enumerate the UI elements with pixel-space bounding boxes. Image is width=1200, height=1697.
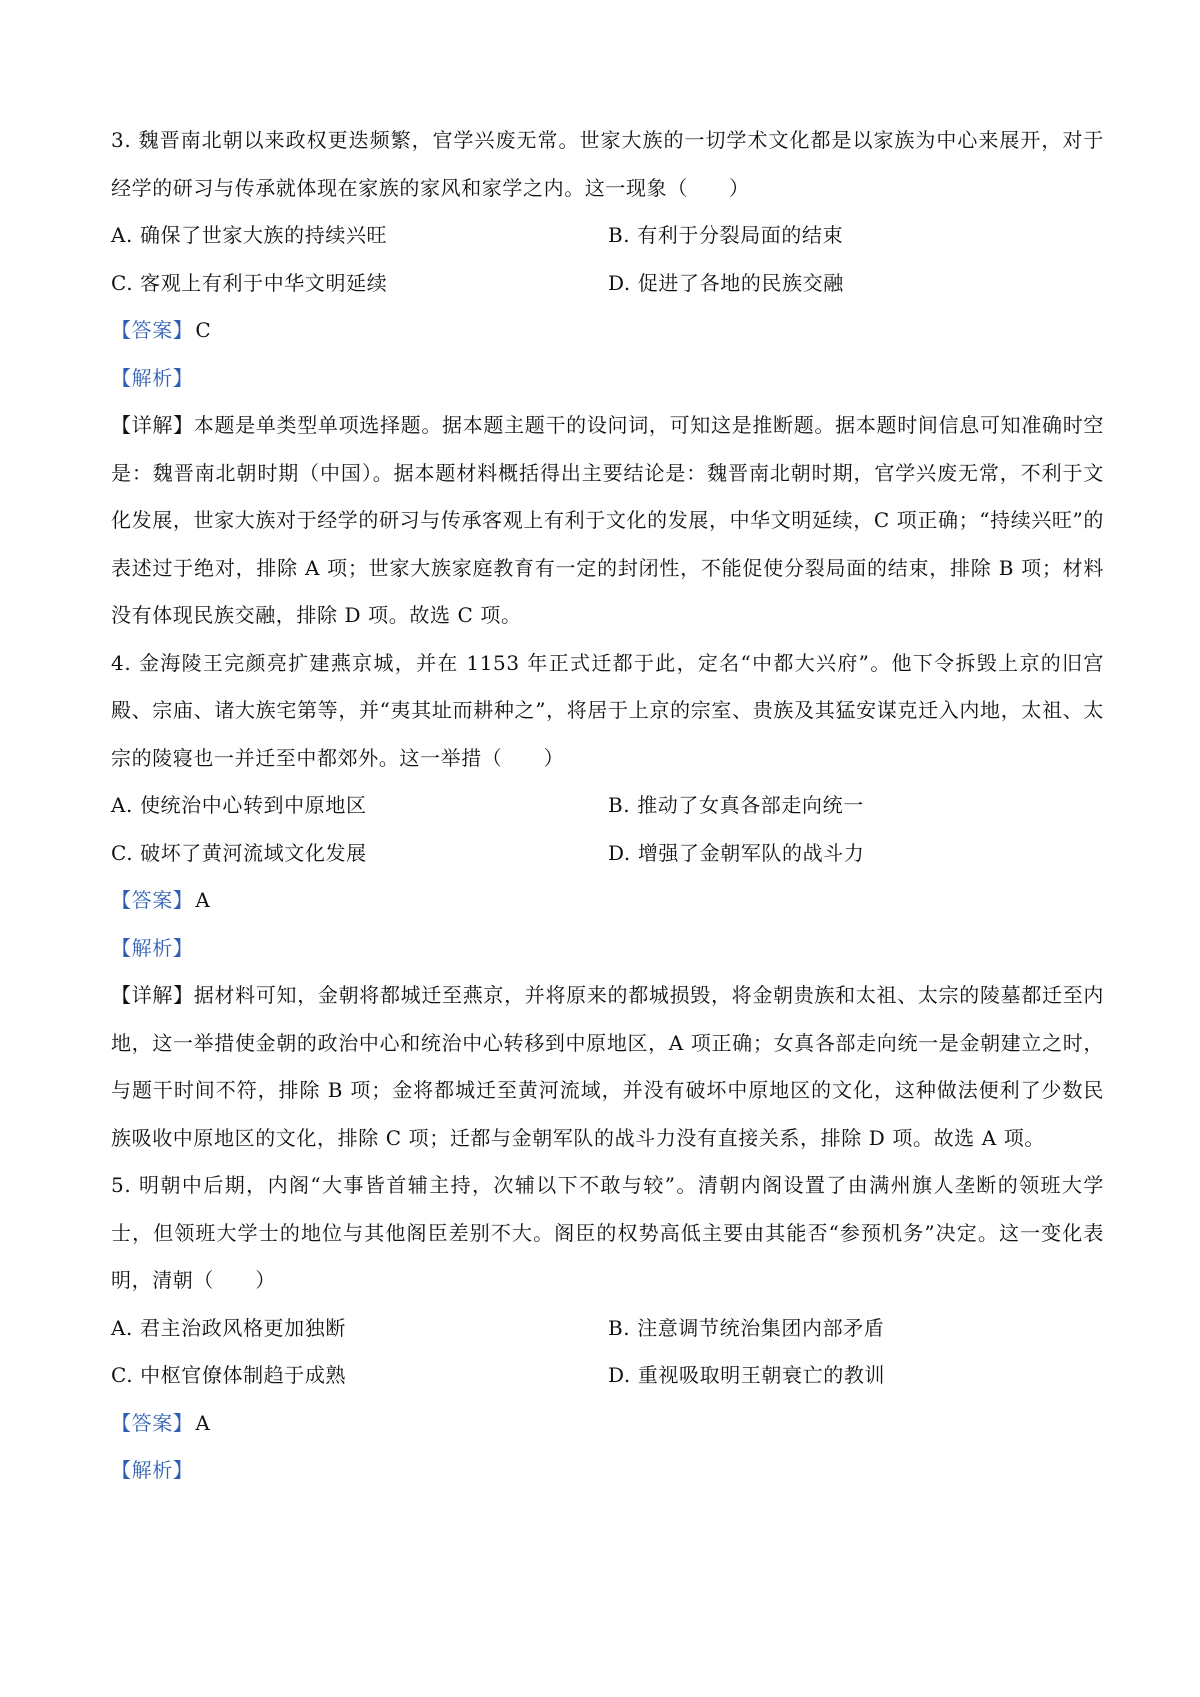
- analysis-line: [111, 925, 1104, 973]
- answer-value: A: [195, 1410, 211, 1435]
- detail-paragraph: [111, 402, 1104, 640]
- options-row: [111, 260, 1104, 308]
- answer-label: 【答案】: [111, 888, 194, 912]
- analysis-label: 【解析】: [111, 1458, 194, 1482]
- options-row: [111, 212, 1104, 260]
- option-d: D. 重视吸取明王朝衰亡的教训: [608, 1363, 886, 1387]
- answer-label: 【答案】: [111, 1410, 194, 1435]
- answer-line: [111, 1400, 1104, 1448]
- options-row: [111, 782, 1104, 830]
- detail-paragraph: [111, 972, 1104, 1162]
- option-b: B. 有利于分裂局面的结束: [608, 223, 844, 247]
- option-b: B. 推动了女真各部走向统一: [608, 793, 864, 817]
- option-a: A. 使统治中心转到中原地区: [111, 793, 367, 817]
- option-a: A. 君主治政风格更加独断: [111, 1315, 346, 1340]
- option-c: C. 客观上有利于中华文明延续: [111, 270, 388, 295]
- question-4: [111, 640, 1104, 1163]
- answer-line: [111, 307, 1104, 355]
- detail-text: 本题是单类型单项选择题。据本题主题干的设问词，可知这是推断题。据本题时间信息可知准确时空是：魏晋南北朝时期（中国）。据本题材料概括得出主要结论是：魏晋南北朝时期，官学兴废无常，不利于文化发展，世家大族对于经学的研习与传承客观上有利于文化的发展，中华文明延续，C 项正确；“持续兴旺”的表述过于绝对，排除 A 项；世家大族家庭教育有一定的封闭性，不能促使分裂局面的结束，排除 B 项；材料没有体现民族交融，排除 D 项。故选 C 项。: [111, 413, 1104, 627]
- question-stem: 3. 魏晋南北朝以来政权更迭频繁，官学兴废无常。世家大族的一切学术文化都是以家族为中心来展开，对于经学的研习与传承就体现在家族的家风和家学之内。这一现象（ ）: [111, 128, 1104, 200]
- answer-value: C: [195, 318, 212, 342]
- analysis-line: [111, 355, 1104, 403]
- detail-label: 【详解】: [111, 413, 194, 437]
- option-c: C. 中枢官僚体制趋于成熟: [111, 1363, 347, 1387]
- analysis-line: [111, 1447, 1104, 1495]
- answer-value: A: [195, 888, 211, 912]
- options-row: [111, 1352, 1104, 1400]
- question-5: [111, 1162, 1104, 1495]
- detail-text: 据材料可知，金朝将都城迁至燕京，并将原来的都城损毁，将金朝贵族和太祖、太宗的陵墓都迁至内地，这一举措使金朝的政治中心和统治中心转移到中原地区，A 项正确；女真各部走向统一是金朝建立之时，与题干时间不符，排除 B 项；金将都城迁至黄河流域，并没有破坏中原地区的文化，这种做法便利了少数民族吸收中原地区的文化，排除 C 项；迁都与金朝军队的战斗力没有直接关系，排除 D 项。故选 A 项。: [111, 983, 1104, 1150]
- option-d: D. 促进了各地的民族交融: [608, 270, 844, 295]
- options-row: [111, 830, 1104, 878]
- question-3: [111, 117, 1104, 640]
- option-b: B. 注意调节统治集团内部矛盾: [608, 1315, 885, 1340]
- question-stem: 4. 金海陵王完颜亮扩建燕京城，并在 1153 年正式迁都于此，定名“中都大兴府”。他下令拆毁上京的旧宫殿、宗庙、诸大族宅第等，并“夷其址而耕种之”，将居于上京的宗室、贵族及其猛安谋克迁入内地，太祖、太宗的陵寝也一并迁至中都郊外。这一举措（ ）: [111, 650, 1104, 770]
- option-a: A. 确保了世家大族的持续兴旺: [111, 223, 388, 247]
- option-d: D. 增强了金朝军队的战斗力: [608, 840, 865, 865]
- analysis-label: 【解析】: [111, 365, 194, 390]
- option-c: C. 破坏了黄河流域文化发展: [111, 840, 367, 865]
- options-row: [111, 1305, 1104, 1353]
- question-stem: 5. 明朝中后期，内阁“大事皆首辅主持，次辅以下不敢与较”。清朝内阁设置了由满州旗人垄断的领班大学士，但领班大学士的地位与其他阁臣差别不大。阁臣的权势高低主要由其能否“参预机务”决定。这一变化表明，清朝（ ）: [111, 1173, 1104, 1292]
- answer-line: [111, 877, 1104, 925]
- answer-label: 【答案】: [111, 318, 194, 342]
- detail-label: 【详解】: [111, 983, 194, 1007]
- analysis-label: 【解析】: [111, 935, 194, 960]
